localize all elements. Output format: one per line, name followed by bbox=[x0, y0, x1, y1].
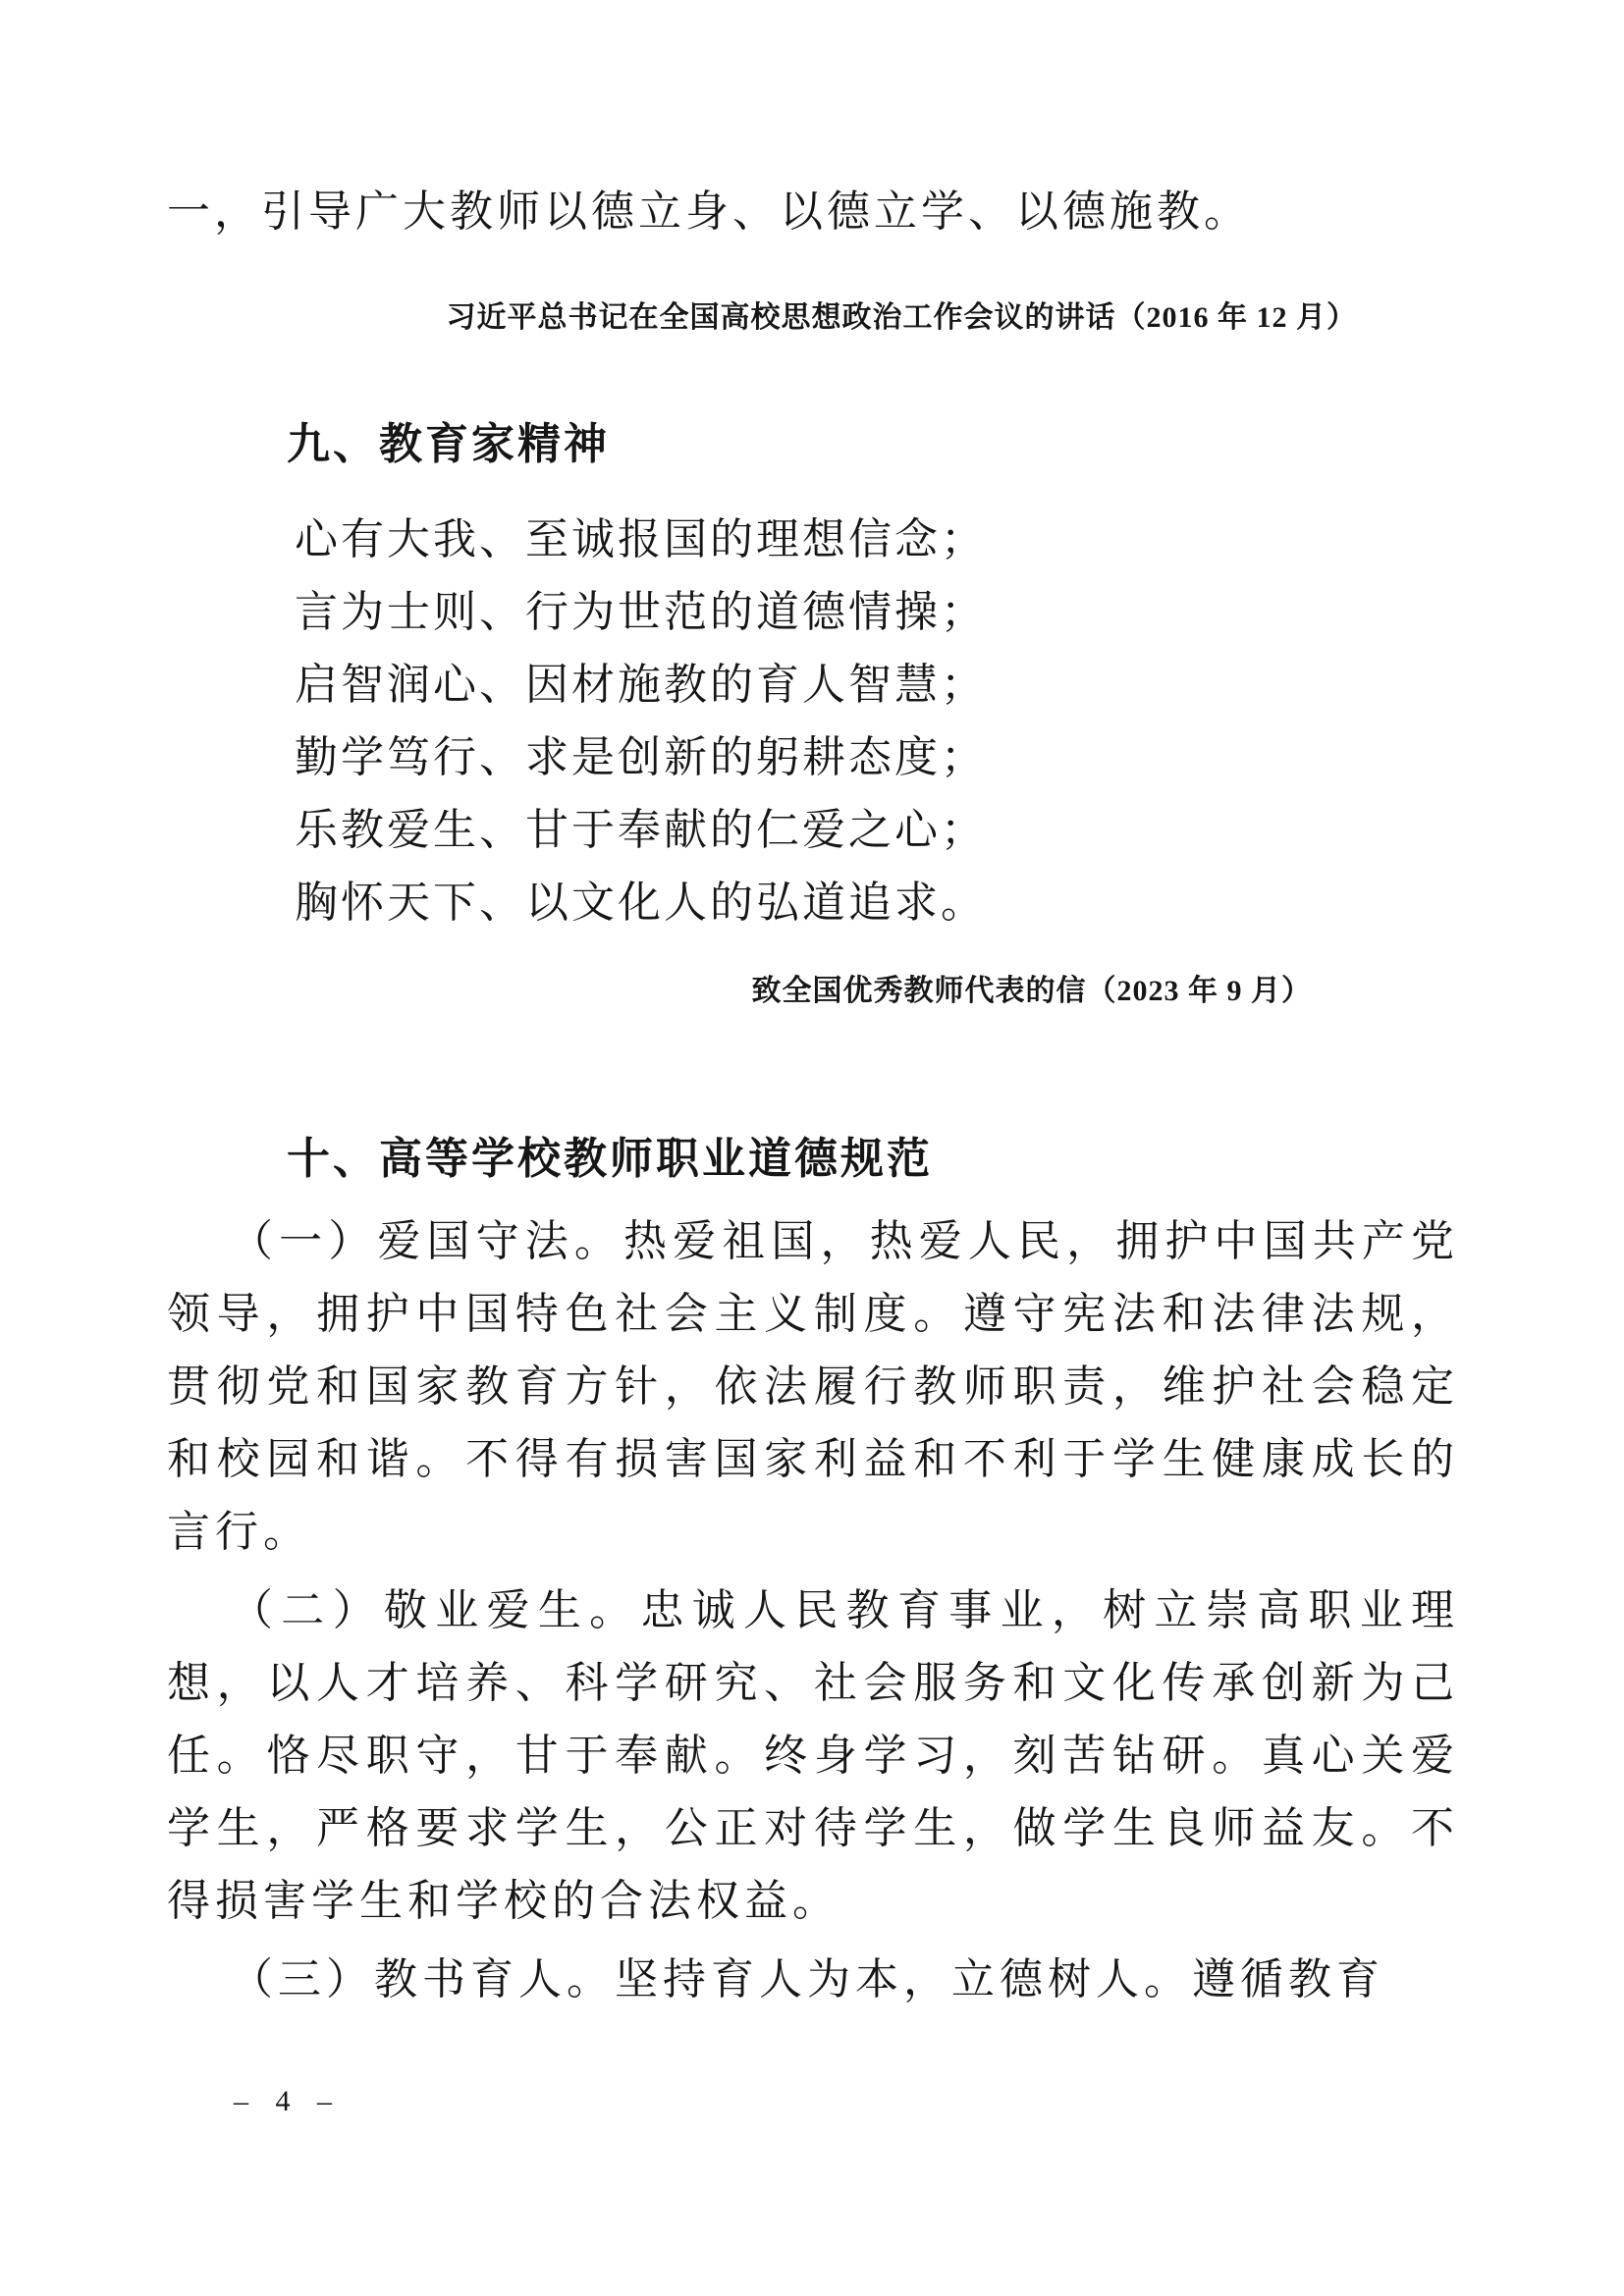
educator-spirit-line: 胸怀天下、以文化人的弘道追求。 bbox=[295, 879, 987, 927]
speech-citation-2016: 习近平总书记在全国高校思想政治工作会议的讲话（2016 年 12 月） bbox=[446, 301, 1357, 334]
letter-citation-2023: 致全国优秀教师代表的信（2023 年 9 月） bbox=[751, 975, 1312, 1007]
section-heading-educator-spirit: 九、教育家精神 bbox=[287, 420, 610, 468]
educator-spirit-line: 乐教爱生、甘于奉献的仁爱之心； bbox=[295, 806, 987, 854]
page-number: – 4 – bbox=[234, 2085, 342, 2117]
educator-spirit-line: 勤学笃行、求是创新的躬耕态度； bbox=[295, 733, 987, 781]
educator-spirit-line: 启智润心、因材施教的育人智慧； bbox=[295, 661, 987, 709]
ethics-paragraphs bbox=[167, 1205, 1459, 2016]
educator-spirit-list bbox=[295, 504, 1473, 939]
intro-quote-line: 一，引导广大教师以德立身、以德立学、以德施教。 bbox=[167, 187, 1251, 236]
ethics-paragraph-2: （二）敬业爱生。忠诚人民教育事业，树立崇高职业理想，以人才培养、科学研究、社会服务和文化传承创新为己任。恪尽职守，甘于奉献。终身学习，刻苦钻研。真心关爱学生，严格要求学生，公正对待学生，做学生良师益友。不得损害学生和学校的合法权益。 bbox=[167, 1586, 1459, 1925]
educator-spirit-line: 心有大我、至诚报国的理想信念； bbox=[295, 515, 987, 563]
educator-spirit-line: 言为士则、行为世范的道德情操； bbox=[295, 588, 987, 636]
ethics-paragraph-1: （一）爱国守法。热爱祖国，热爱人民，拥护中国共产党领导，拥护中国特色社会主义制度。遵守宪法和法律法规，贯彻党和国家教育方针，依法履行教师职责，维护社会稳定和校园和谐。不得有损害国家利益和不利于学生健康成长的言行。 bbox=[167, 1217, 1459, 1556]
section-heading-ethics-code: 十、高等学校教师职业道德规范 bbox=[287, 1135, 933, 1183]
ethics-paragraph-3: （三）教书育人。坚持育人为本，立德树人。遵循教育 bbox=[230, 1955, 1384, 2003]
